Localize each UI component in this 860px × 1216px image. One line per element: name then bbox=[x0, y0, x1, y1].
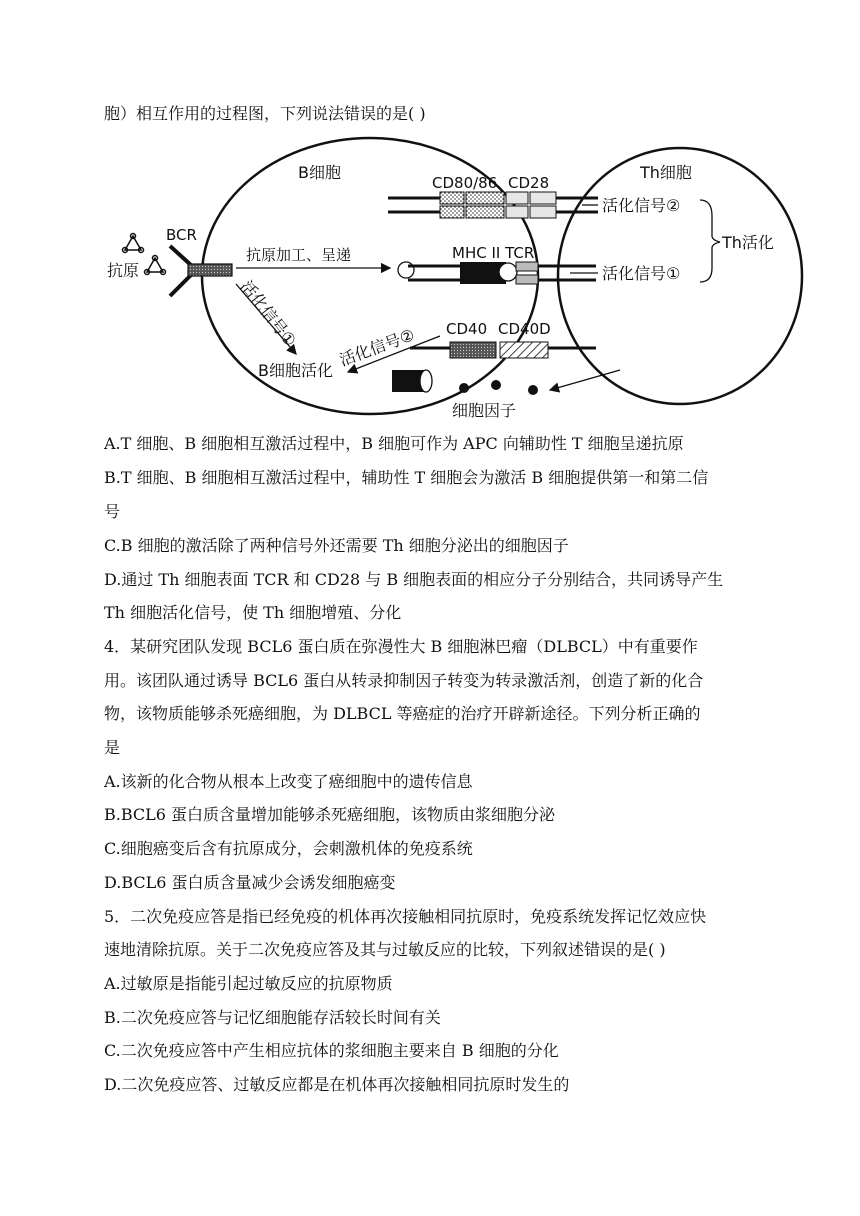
bcr-label: BCR bbox=[166, 226, 197, 244]
q3-option-d-line2: Th 细胞活化信号，使 Th 细胞增殖、分化 bbox=[104, 603, 402, 622]
processing-label: 抗原加工、呈递 bbox=[246, 246, 352, 264]
q5-option-a: A.过敏原是指能引起过敏反应的抗原物质 bbox=[104, 974, 393, 993]
b-signal1-label: 活化信号① bbox=[236, 276, 301, 351]
q4-stem-line4: 是 bbox=[104, 738, 121, 757]
cd28-label: CD28 bbox=[508, 174, 550, 192]
q4-stem-line1: 4．某研究团队发现 BCL6 蛋白质在弥漫性大 B 细胞淋巴瘤（DLBCL）中有重要作 bbox=[104, 637, 698, 656]
b-cell-label: B细胞 bbox=[298, 163, 341, 182]
q5-stem-line2: 速地清除抗原。关于二次免疫应答及其与过敏反应的比较，下列叙述错误的是( ) bbox=[104, 940, 666, 959]
b-signal2-label: 活化信号② bbox=[336, 325, 418, 370]
q4-stem-line3: 物，该物质能够杀死癌细胞，为 DLBCL 等癌症的治疗开辟新途径。下列分析正确的 bbox=[104, 704, 701, 723]
th-activation-label: Th活化 bbox=[722, 233, 774, 252]
th-cell-label: Th细胞 bbox=[640, 163, 692, 182]
cytokine-label: 细胞因子 bbox=[452, 401, 517, 420]
q3-option-c: C.B 细胞的激活除了两种信号外还需要 Th 细胞分泌出的细胞因子 bbox=[104, 536, 569, 555]
q4-option-a: A.该新的化合物从根本上改变了癌细胞中的遗传信息 bbox=[104, 772, 473, 791]
q5-option-b: B.二次免疫应答与记忆细胞能存活较长时间有关 bbox=[104, 1008, 441, 1027]
cd40-cd40d-complex bbox=[410, 342, 596, 358]
th-signal2-label: 活化信号② bbox=[602, 196, 681, 215]
cd40d-label: CD40D bbox=[498, 320, 551, 338]
th-signal1-label: 活化信号① bbox=[602, 264, 681, 283]
b-cell-th-cell-interaction-diagram bbox=[0, 136, 860, 436]
q3-option-b-line1: B.T 细胞、B 细胞相互激活过程中，辅助性 T 细胞会为激活 B 细胞提供第一和第二信 bbox=[104, 468, 709, 487]
antigen-label: 抗原 bbox=[107, 261, 140, 280]
q4-option-b: B.BCL6 蛋白质含量增加能够杀死癌细胞，该物质由浆细胞分泌 bbox=[104, 805, 556, 824]
q4-option-d: D.BCL6 蛋白质含量减少会诱发细胞癌变 bbox=[104, 873, 396, 892]
cd80-cd28-complex bbox=[388, 192, 598, 218]
q3-option-a: A.T 细胞、B 细胞相互激活过程中，B 细胞可作为 APC 向辅助性 T 细胞呈递抗原 bbox=[104, 434, 684, 453]
q5-stem-line1: 5．二次免疫应答是指已经免疫的机体再次接触相同抗原时，免疫系统发挥记忆效应快 bbox=[104, 907, 707, 926]
cytokine-receptor-end bbox=[420, 370, 432, 392]
mhc-tcr-complex bbox=[408, 262, 596, 284]
q3-option-b-line2: 号 bbox=[104, 502, 121, 521]
q5-option-d: D.二次免疫应答、过敏反应都是在机体再次接触相同抗原时发生的 bbox=[104, 1075, 570, 1094]
th-activation-brace bbox=[700, 200, 720, 282]
q5-option-c: C.二次免疫应答中产生相应抗体的浆细胞主要来自 B 细胞的分化 bbox=[104, 1041, 559, 1060]
processed-antigen bbox=[398, 262, 414, 278]
question-3-stem-tail: 胞）相互作用的过程图，下列说法错误的是( ) bbox=[104, 104, 426, 123]
q4-option-c: C.细胞癌变后含有抗原成分，会刺激机体的免疫系统 bbox=[104, 839, 473, 858]
mhc-tcr-label: MHC II TCR bbox=[452, 244, 535, 262]
bcr-receptor-icon bbox=[170, 246, 232, 296]
cd40-label: CD40 bbox=[446, 320, 488, 338]
q4-stem-line2: 用。该团队通过诱导 BCL6 蛋白从转录抑制因子转变为转录激活剂，创造了新的化合 bbox=[104, 671, 704, 690]
cd80-86-label: CD80/86 bbox=[432, 174, 498, 192]
q3-option-d-line1: D.通过 Th 细胞表面 TCR 和 CD28 与 B 细胞表面的相应分子分别结合，共同诱导产生 bbox=[104, 570, 724, 589]
b-activation-label: B细胞活化 bbox=[258, 361, 333, 380]
